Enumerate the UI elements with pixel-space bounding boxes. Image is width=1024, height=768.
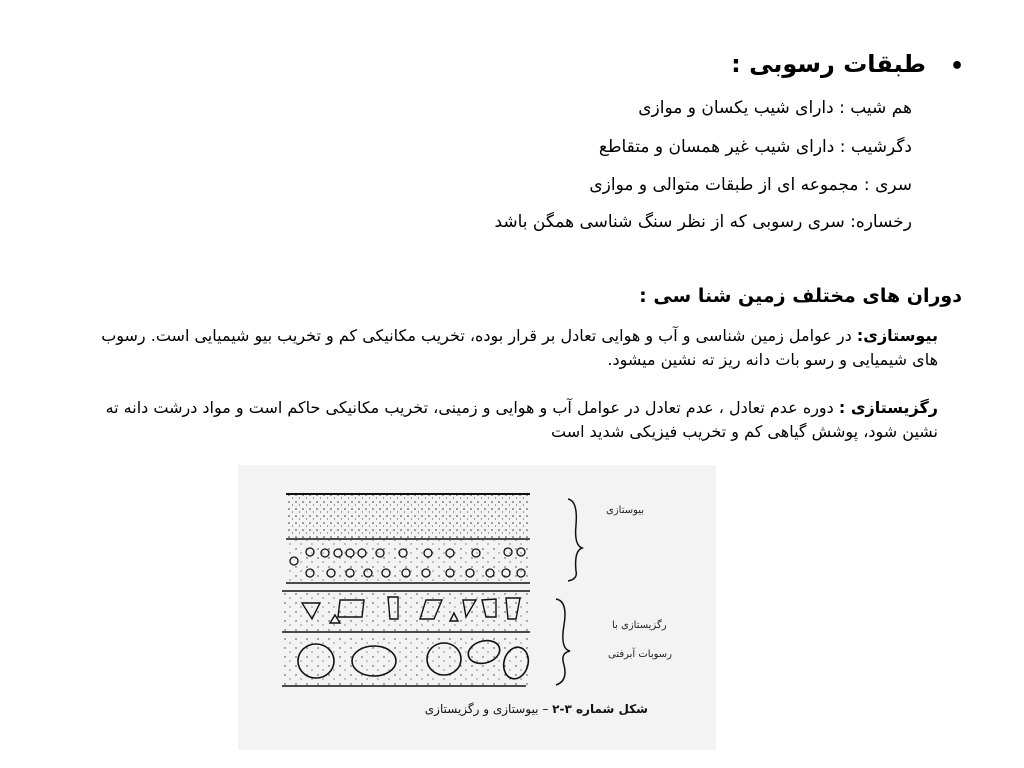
figure-caption-number: شکل شماره ۳-۲ xyxy=(552,702,648,716)
rhexistasy-term: رگزیستازی : xyxy=(838,398,938,417)
label-rhexistasy-line1: رگزیستازی با xyxy=(612,620,667,631)
section-heading: دوران های مختلف زمین شنا سی : xyxy=(639,285,962,307)
definition-line: دگرشیب : دارای شیب غیر همسان و متقاطع xyxy=(598,137,912,157)
figure-caption-text: – بیوستازی و رگزیستازی xyxy=(424,702,553,716)
angular-fragment-layer xyxy=(282,591,530,631)
definition-line: رخساره: سری رسوبی که از نظر سنگ شناسی همگن باشد xyxy=(494,212,912,232)
sediment-layers-figure xyxy=(238,465,716,750)
definition-line: هم شیب : دارای شیب یکسان و موازی xyxy=(638,98,912,118)
bullet-icon: • xyxy=(949,54,964,79)
biostasy-text: در عوامل زمین شناسی و آب و هوایی تعادل بر قرار بوده، تخریب مکانیکی کم و تخریب بیو شیمیایی است. رسوب های شیمیایی و رسو بات دانه ریز ته نشین میشود. xyxy=(101,326,938,369)
label-rhexistasy-line2: رسوبات آبرفتی xyxy=(608,649,673,660)
figure-caption xyxy=(348,702,648,716)
fine-sediment-layer xyxy=(286,495,528,539)
rhexistasy-paragraph xyxy=(78,396,938,444)
brace-biostasy xyxy=(568,499,582,581)
biostasy-term: بیوستازی: xyxy=(856,326,938,345)
brace-rhexistasy xyxy=(556,599,570,685)
rhexistasy-text: دوره عدم تعادل ، عدم تعادل در عوامل آب و هوایی و زمینی، تخریب مکانیکی حاکم است و مواد درشت دانه ته نشین شود، پوشش گیاهی کم و تخریب فیزیکی شدید است xyxy=(105,398,938,441)
small-pebble-layer xyxy=(286,540,528,582)
definition-line: سری : مجموعه ای از طبقات متوالی و موازی xyxy=(589,175,912,195)
slide-title: طبقات رسوبی : xyxy=(731,50,926,78)
biostasy-paragraph xyxy=(78,324,938,372)
label-biostasy: بیوستازی xyxy=(606,505,645,516)
